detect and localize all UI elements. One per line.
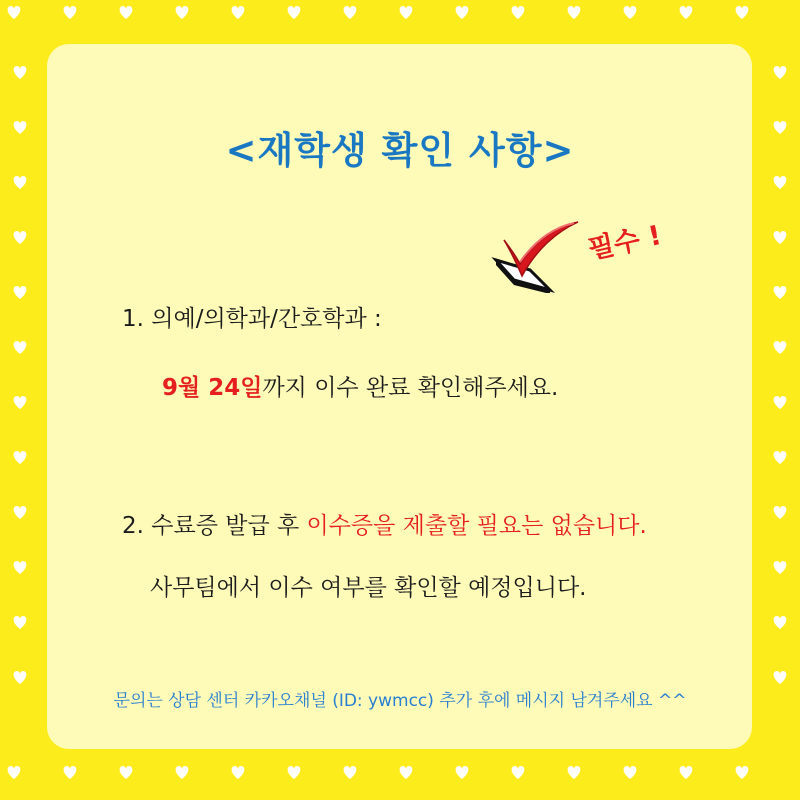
heart-icon — [14, 506, 27, 519]
heart-icon — [774, 451, 787, 464]
heart-icon — [120, 766, 133, 779]
heart-icon — [736, 766, 749, 779]
item2-detail: 사무팀에서 이수 여부를 확인할 예정입니다. — [150, 575, 587, 601]
heart-icon — [624, 766, 637, 779]
page-title: <재학생 확인 사항> — [225, 129, 575, 172]
heart-icon — [774, 176, 787, 189]
heart-icon — [176, 766, 189, 779]
item2-highlight: 이수증을 제출할 필요는 없습니다. — [306, 513, 647, 539]
heart-icon — [568, 766, 581, 779]
heart-icon — [14, 451, 27, 464]
heart-icon — [14, 561, 27, 574]
heart-icon — [344, 6, 357, 19]
heart-icon — [774, 671, 787, 684]
heart-icon — [14, 616, 27, 629]
heart-icon — [512, 6, 525, 19]
heart-icon — [64, 6, 77, 19]
heart-icon — [456, 6, 469, 19]
heart-icon — [568, 6, 581, 19]
heart-icon — [8, 766, 21, 779]
heart-icon — [14, 66, 27, 79]
heart-icon — [8, 6, 21, 19]
heart-icon — [14, 341, 27, 354]
heart-icon — [400, 766, 413, 779]
heart-icon — [288, 766, 301, 779]
heart-icon — [736, 6, 749, 19]
checkmark-box-icon — [490, 218, 585, 293]
heart-icon — [14, 286, 27, 299]
required-label: 필수 ! — [585, 219, 665, 266]
heart-icon — [774, 66, 787, 79]
heart-icon — [64, 766, 77, 779]
heart-icon — [774, 506, 787, 519]
heart-icon — [400, 6, 413, 19]
heart-icon — [456, 766, 469, 779]
heart-icon — [774, 561, 787, 574]
heart-icon — [774, 396, 787, 409]
heart-icon — [288, 6, 301, 19]
heart-icon — [774, 231, 787, 244]
item1-detail: 까지 이수 완료 확인해주세요. — [262, 375, 559, 401]
heart-icon — [774, 286, 787, 299]
heart-icon — [344, 766, 357, 779]
contact-footer: 문의는 상담 센터 카카오채널 (ID: ywmcc) 추가 후에 메시지 남겨주세요 ^^ — [113, 691, 687, 711]
heart-icon — [14, 231, 27, 244]
heart-icon — [176, 6, 189, 19]
heart-icon — [624, 6, 637, 19]
item1-heading: 1. 의예/의학과/간호학과 : — [122, 306, 382, 332]
heart-icon — [120, 6, 133, 19]
heart-icon — [14, 396, 27, 409]
heart-icon — [512, 766, 525, 779]
item1-body — [162, 369, 558, 402]
heart-icon — [774, 616, 787, 629]
heart-icon — [232, 6, 245, 19]
heart-icon — [14, 671, 27, 684]
item2-heading — [122, 507, 647, 540]
heart-icon — [680, 766, 693, 779]
item1-deadline: 9월 24일 — [162, 375, 263, 401]
heart-icon — [14, 176, 27, 189]
item2-prefix: 2. 수료증 발급 후 — [122, 513, 307, 539]
heart-icon — [232, 766, 245, 779]
heart-icon — [774, 341, 787, 354]
heart-icon — [680, 6, 693, 19]
